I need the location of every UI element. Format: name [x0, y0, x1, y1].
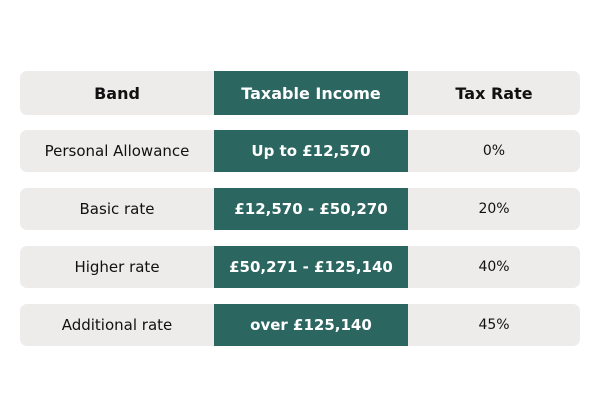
band-cell: Basic rate [79, 200, 155, 218]
income-cell: £12,570 - £50,270 [214, 188, 408, 230]
band-cell: Higher rate [74, 258, 160, 276]
income-cell: over £125,140 [214, 304, 408, 346]
band-cell: Personal Allowance [44, 142, 190, 160]
header-band: Band [94, 83, 140, 103]
rate-cell: 0% [482, 143, 506, 159]
header-tax-rate: Tax Rate [455, 83, 533, 103]
rate-cell: 20% [478, 201, 510, 217]
income-cell: Up to £12,570 [214, 130, 408, 172]
table-row [20, 130, 580, 172]
table-header-row [20, 71, 580, 115]
rate-cell: 40% [478, 259, 510, 275]
header-taxable-income: Taxable Income [214, 71, 408, 115]
table-row [20, 304, 580, 346]
table-row [20, 188, 580, 230]
income-cell: £50,271 - £125,140 [214, 246, 408, 288]
tax-bands-table [20, 71, 580, 362]
rate-cell: 45% [478, 317, 510, 333]
table-row [20, 246, 580, 288]
band-cell: Additional rate [61, 316, 173, 334]
